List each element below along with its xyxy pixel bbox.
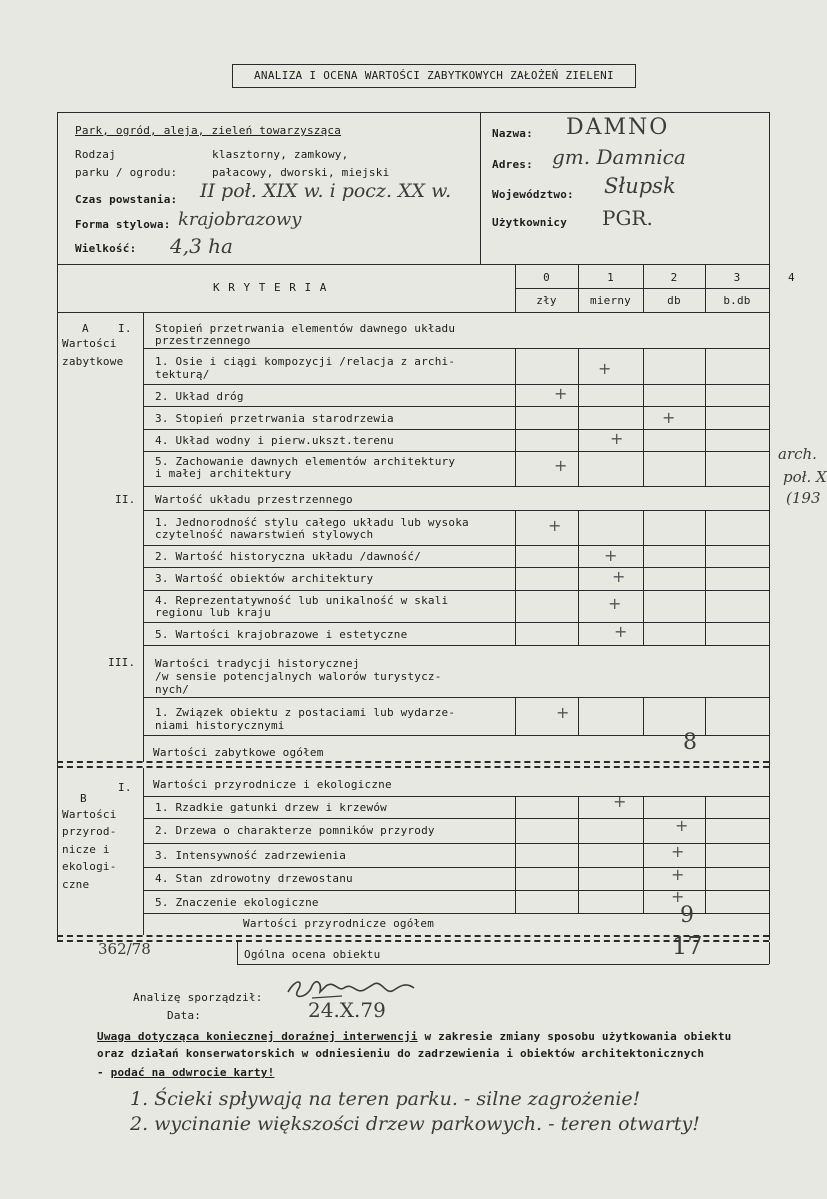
note-dash: - [97, 1066, 111, 1079]
group-title: przestrzennego [155, 334, 251, 347]
score-mark: + [548, 516, 562, 535]
group-roman: I. [118, 322, 132, 335]
score-mark: + [675, 816, 689, 835]
nazwa-value: DAMNO [566, 115, 670, 140]
section-a-letter: A [82, 322, 89, 335]
score-mark: + [598, 359, 612, 378]
criterion-item: 4. Stan zdrowotny drzewostanu [155, 872, 353, 885]
criterion-item: 2. Wartość historyczna układu /dawność/ [155, 550, 422, 563]
score-mark: + [671, 887, 685, 906]
group-title: Wartości tradycji historycznej [155, 657, 360, 670]
scale-word: db [667, 294, 681, 307]
scale-number: 4 [788, 271, 795, 284]
overall-value: 17 [672, 932, 703, 960]
uzytkownicy-label: Użytkownicy [492, 216, 568, 229]
adres-label: Adres: [492, 158, 533, 171]
form-title: ANALIZA I OCENA WARTOŚCI ZABYTKOWYCH ZAŁOŻEŃ ZIELENI [232, 64, 636, 88]
note-text: oraz działań konserwatorskich w odniesieniu do zadrzewienia i obiektów architektonicznych [97, 1047, 705, 1060]
score-mark: + [613, 792, 627, 811]
total-zabytkowe-label: Wartości zabytkowe ogółem [153, 746, 324, 759]
score-mark: + [671, 842, 685, 861]
group-title: nych/ [155, 683, 190, 696]
score-mark: + [554, 456, 568, 475]
wojewodztwo-label: Województwo: [492, 188, 574, 201]
overall-label: Ogólna ocena obiektu [244, 948, 381, 961]
criterion-item: 5. Wartości krajobrazowe i estetyczne [155, 628, 408, 641]
criterion-item: 4. Reprezentatywność lub unikalność w skali [155, 594, 449, 607]
group-title: Wartość układu przestrzennego [155, 493, 353, 506]
date-label: Data: [167, 1009, 202, 1022]
margin-note: (193 [786, 489, 821, 507]
group-roman: I. [118, 781, 132, 794]
forma-value: krajobrazowy [178, 209, 302, 230]
score-mark: + [614, 622, 628, 641]
group-roman: II. [115, 493, 136, 506]
handwritten-note-2: 2. wycinanie większości drzew parkowych. - teren otwarty! [130, 1113, 700, 1135]
score-mark: + [662, 408, 676, 427]
rodzaj-label-2: parku / ogrodu: [75, 166, 178, 179]
wielkosc-value: 4,3 ha [170, 234, 233, 258]
scale-number: 0 [543, 271, 550, 284]
score-mark: + [604, 546, 618, 565]
rodzaj-value-2: pałacowy, dworski, miejski [212, 166, 390, 179]
nazwa-label: Nazwa: [492, 127, 533, 140]
section-b-label: ekologi- [62, 860, 117, 873]
criterion-item: 3. Wartość obiektów architektury [155, 572, 374, 585]
total-zabytkowe-value: 8 [683, 730, 697, 755]
score-mark: + [612, 567, 626, 586]
criterion-item: 1. Jednorodność stylu całego układu lub wysoka [155, 516, 469, 529]
group-title: Stopień przetrwania elementów dawnego układu [155, 322, 456, 335]
section-b-label: przyrod- [62, 825, 117, 838]
criterion-item: 1. Związek obiektu z postaciami lub wydarze- [155, 706, 456, 719]
score-mark: + [608, 594, 622, 613]
note-text: w zakresie zmiany sposobu użytkowania obiektu [417, 1030, 732, 1043]
frame-top [57, 112, 769, 113]
criterion-item: tekturą/ [155, 368, 210, 381]
frame-left [57, 112, 58, 940]
park-type-label: Park, ogród, aleja, zieleń towarzysząca [75, 124, 342, 137]
score-mark: + [554, 384, 568, 403]
section-a-label: Wartości [62, 337, 117, 350]
section-b-letter: B [80, 792, 87, 805]
uzytkownicy-value: PGR. [602, 206, 653, 230]
scale-number: 3 [733, 271, 741, 284]
frame-right [769, 112, 770, 940]
criterion-item: 1. Osie i ciągi kompozycji /relacja z archi- [155, 355, 456, 368]
note-heading: Uwaga dotycząca koniecznej doraźnej interwencji [97, 1030, 418, 1043]
document-number: 362/78 [98, 940, 151, 958]
criterion-item: 2. Układ dróg [155, 390, 244, 403]
group-roman: III. [108, 656, 136, 669]
criterion-item: 5. Znaczenie ekologiczne [155, 896, 319, 909]
criterion-item: niami historycznymi [155, 719, 285, 732]
scale-number: 1 [607, 271, 614, 284]
criterion-item: i małej architektury [155, 467, 292, 480]
criterion-item: 4. Układ wodny i pierw.ukszt.terenu [155, 434, 394, 447]
criteria-label: K R Y T E R I A [213, 281, 328, 294]
scale-number: 2 [670, 271, 678, 284]
rodzaj-value-1: klasztorny, zamkowy, [212, 148, 349, 161]
date-value: 24.X.79 [308, 998, 386, 1022]
criterion-item: 3. Intensywność zadrzewienia [155, 849, 347, 862]
criterion-item: 5. Zachowanie dawnych elementów architektury [155, 455, 456, 468]
section-a-label: zabytkowe [62, 355, 124, 368]
czas-label: Czas powstania: [75, 193, 178, 206]
section-b-label: Wartości [62, 808, 117, 821]
margin-note: arch. [778, 445, 817, 463]
scale-word: zły [536, 294, 557, 307]
margin-note: poł. X [783, 468, 827, 486]
scale-word: mierny [590, 294, 631, 307]
criterion-item: 3. Stopień przetrwania starodrzewia [155, 412, 394, 425]
total-przyrodnicze-value: 9 [680, 903, 694, 928]
analyzed-by-label: Analizę sporządził: [133, 991, 263, 1004]
wojewodztwo-value: Słupsk [604, 174, 676, 198]
score-mark: + [671, 865, 685, 884]
score-mark: + [556, 703, 570, 722]
criterion-item: regionu lub kraju [155, 606, 271, 619]
rodzaj-label-1: Rodzaj [75, 148, 116, 161]
adres-value: gm. Damnica [552, 145, 686, 169]
group-title: Wartości przyrodnicze i ekologiczne [153, 778, 392, 791]
criterion-item: czytelność nawarstwień stylowych [155, 528, 374, 541]
criterion-item: 2. Drzewa o charakterze pomników przyrody [155, 824, 435, 837]
wielkosc-label: Wielkość: [75, 242, 137, 255]
score-mark: + [610, 429, 624, 448]
section-b-label: czne [62, 878, 90, 891]
scale-word: b.db [723, 294, 751, 307]
section-b-label: nicze i [62, 843, 110, 856]
total-przyrodnicze-label: Wartości przyrodnicze ogółem [243, 917, 435, 930]
handwritten-note-1: 1. Ścieki spływają na teren parku. - silne zagrożenie! [130, 1088, 641, 1110]
forma-label: Forma stylowa: [75, 218, 171, 231]
note-instruction: podać na odwrocie karty! [110, 1066, 275, 1079]
criterion-item: 1. Rzadkie gatunki drzew i krzewów [155, 801, 387, 814]
czas-value: II poł. XIX w. i pocz. XX w. [200, 180, 452, 202]
group-title: /w sensie potencjalnych walorów turystycz- [155, 670, 442, 683]
